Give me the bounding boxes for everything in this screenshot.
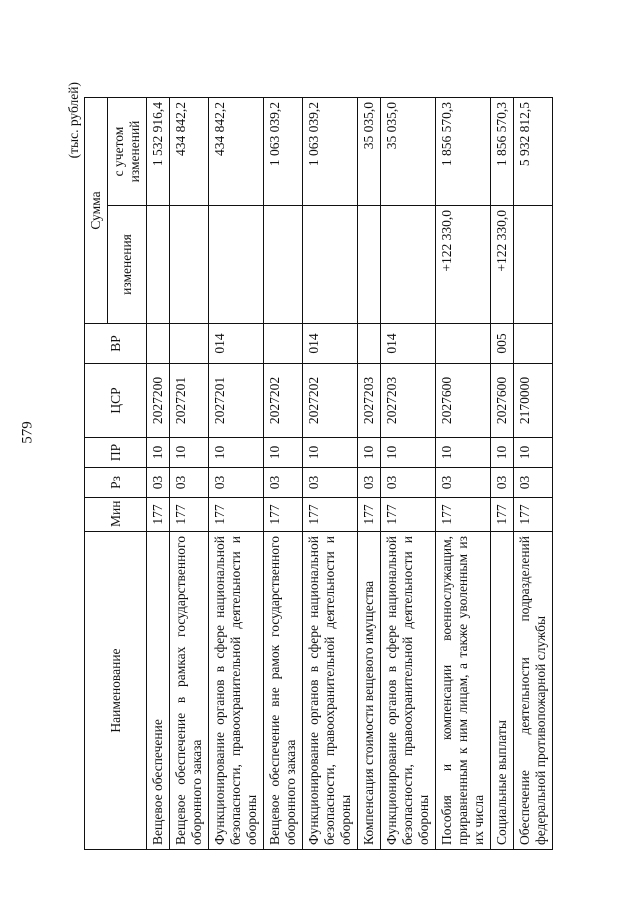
row-vr: 014 [381,324,436,364]
row-name: Социальные выплаты [491,532,514,850]
page-number: 579 [19,421,36,444]
units-note: (тыс. рублей) [66,82,81,159]
row-change [264,206,303,324]
header-csr: ЦСР [85,364,147,438]
row-csr: 2027600 [491,364,514,438]
row-csr: 2027200 [147,364,170,438]
row-pr: 10 [381,438,436,468]
row-rz: 03 [147,468,170,498]
row-total: 1 856 570,3 [491,97,514,205]
row-min: 177 [436,498,491,532]
row-min: 177 [491,498,514,532]
row-rz: 03 [491,468,514,498]
row-change: +122 330,0 [436,206,491,324]
row-min: 177 [147,498,170,532]
row-name: Обеспечение деятельности подразделений федеральной противопожарной службы [514,532,553,850]
row-pr: 10 [514,438,553,468]
header-pr: ПР [85,438,147,468]
row-csr: 2027203 [381,364,436,438]
row-name: Функционирование органов в сфере национальной безопасности, правоохранительной деятельности и обороны [303,532,358,850]
row-total: 35 035,0 [358,97,381,205]
table-row [491,97,514,849]
table-row [209,97,264,849]
row-vr [147,324,170,364]
row-pr: 10 [303,438,358,468]
row-name: Компенсация стоимости вещевого имущества [358,532,381,850]
table-row [436,97,491,849]
row-min: 177 [303,498,358,532]
row-change [170,206,209,324]
row-pr: 10 [209,438,264,468]
row-total: 1 063 039,2 [264,97,303,205]
row-name: Вещевое обеспечение вне рамок государственного оборонного заказа [264,532,303,850]
row-rz: 03 [436,468,491,498]
row-pr: 10 [358,438,381,468]
table-row [170,97,209,849]
row-rz: 03 [358,468,381,498]
table-row [264,97,303,849]
header-vr: ВР [85,324,147,364]
row-rz: 03 [264,468,303,498]
row-vr [514,324,553,364]
row-vr [170,324,209,364]
table-row [514,97,553,849]
header-name: Наименование [85,532,147,850]
row-csr: 2027201 [209,364,264,438]
row-name: Пособия и компенсации военнослужащим, приравненным к ним лицам, а также уволенным из их числа [436,532,491,850]
row-vr: 014 [303,324,358,364]
table-row [381,97,436,849]
table-row [358,97,381,849]
row-min: 177 [264,498,303,532]
row-vr: 014 [209,324,264,364]
row-total: 1 856 570,3 [436,97,491,205]
row-csr: 2027202 [264,364,303,438]
header-rz: Рз [85,468,147,498]
row-change [514,206,553,324]
budget-table [84,97,553,850]
row-vr: 005 [491,324,514,364]
row-min: 177 [170,498,209,532]
row-rz: 03 [209,468,264,498]
row-vr [436,324,491,364]
header-min: Мин [85,498,147,532]
row-pr: 10 [436,438,491,468]
row-vr [358,324,381,364]
row-name: Функционирование органов в сфере национальной безопасности, правоохранительной деятельности и обороны [381,532,436,850]
row-rz: 03 [381,468,436,498]
row-rz: 03 [303,468,358,498]
row-min: 177 [514,498,553,532]
row-rz: 03 [514,468,553,498]
row-change: +122 330,0 [491,206,514,324]
row-total: 1 532 916,4 [147,97,170,205]
row-total: 434 842,2 [209,97,264,205]
rotated-page-content [60,50,580,850]
row-name: Функционирование органов в сфере национальной безопасности, правоохранительной деятельности и обороны [209,532,264,850]
row-total: 1 063 039,2 [303,97,358,205]
row-name: Вещевое обеспечение в рамках государственного оборонного заказа [170,532,209,850]
row-pr: 10 [264,438,303,468]
row-pr: 10 [170,438,209,468]
row-total: 5 932 812,5 [514,97,553,205]
row-min: 177 [358,498,381,532]
header-changes: изменения [108,206,147,324]
row-csr: 2170000 [514,364,553,438]
row-change [209,206,264,324]
table-header [85,97,147,849]
row-vr [264,324,303,364]
row-csr: 2027600 [436,364,491,438]
row-name: Вещевое обеспечение [147,532,170,850]
table-body [147,97,553,849]
header-sum: Сумма [85,97,108,323]
row-pr: 10 [147,438,170,468]
table-row [303,97,358,849]
row-rz: 03 [170,468,209,498]
row-total: 434 842,2 [170,97,209,205]
table-row [147,97,170,849]
row-total: 35 035,0 [381,97,436,205]
row-csr: 2027203 [358,364,381,438]
row-change [147,206,170,324]
row-change [381,206,436,324]
row-min: 177 [209,498,264,532]
row-csr: 2027201 [170,364,209,438]
header-with-changes: с учетом изменений [108,97,147,205]
row-change [303,206,358,324]
row-csr: 2027202 [303,364,358,438]
row-min: 177 [381,498,436,532]
row-pr: 10 [491,438,514,468]
row-change [358,206,381,324]
